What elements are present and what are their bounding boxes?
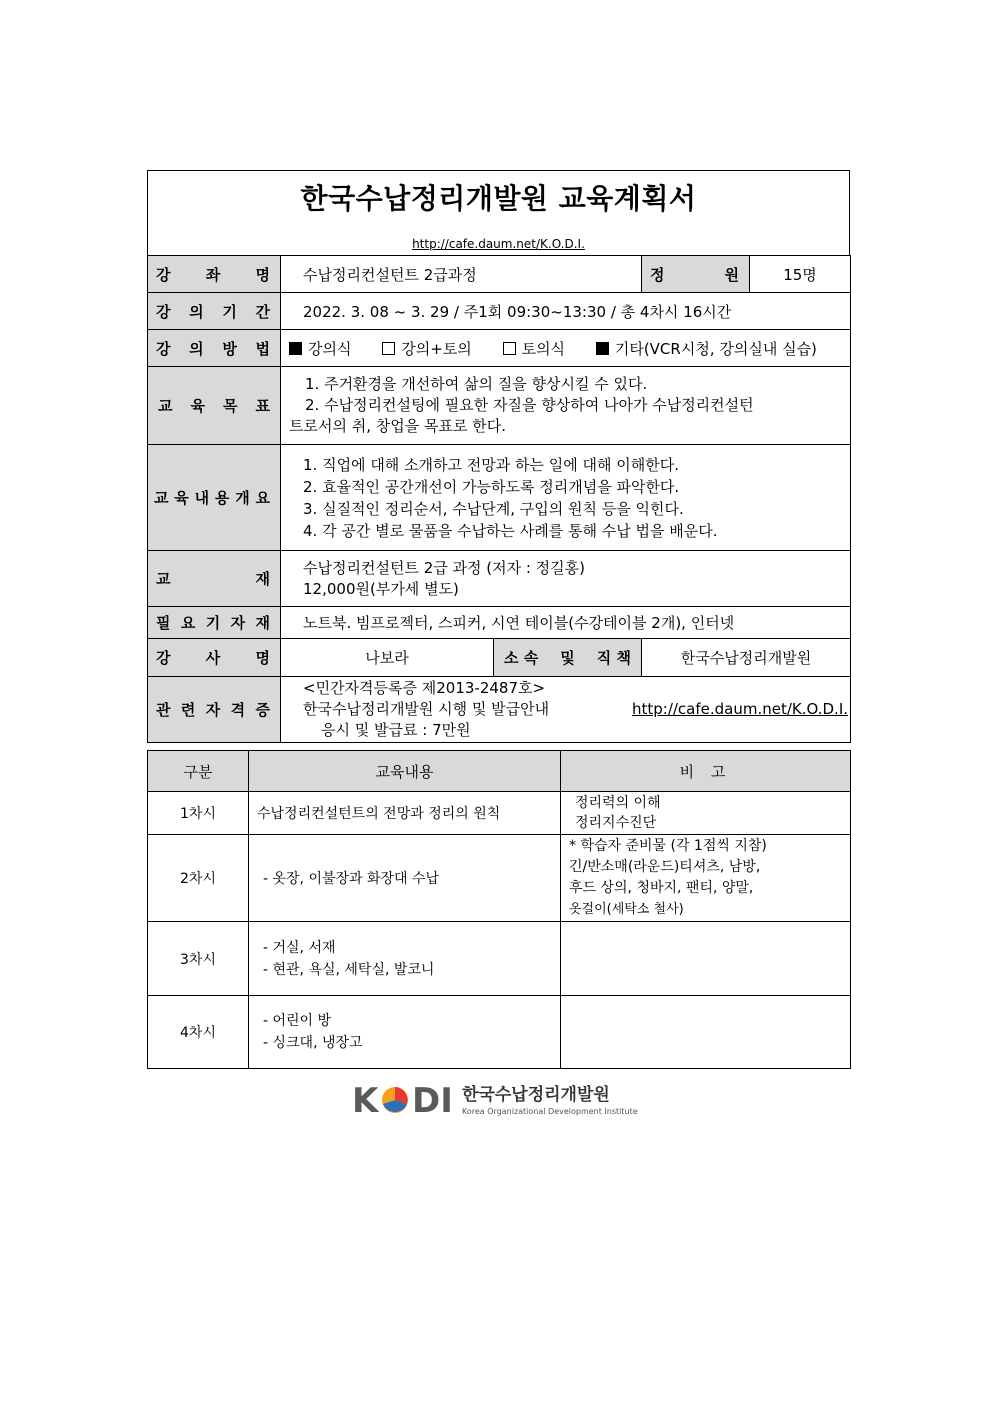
session-4-content: - 어린이 방 - 싱크대, 냉장고: [249, 996, 561, 1069]
affiliation-label-cell: [494, 639, 642, 677]
session-4-note: [561, 996, 851, 1069]
instructor-label: 강 사 명: [156, 649, 270, 667]
logo-subtitle: Korea Organizational Development Institute: [462, 1107, 638, 1116]
session-2-note: * 학습자 준비물 (각 1점씩 지참) 긴/반소매(라운드)티셔츠, 남방, 후드 상의, 청바지, 팬티, 양말, 옷걸이(세탁소 철사): [561, 835, 851, 922]
session-3: 3차시: [148, 922, 249, 996]
period-label-cell: [148, 293, 281, 330]
table-row: [148, 792, 851, 835]
affiliation-value: 한국수납정리개발원: [642, 639, 851, 677]
page-title: 한국수납정리개발원 교육계획서: [300, 182, 697, 215]
cert-label: 관 련 자 격 증: [156, 701, 270, 719]
session-2-content: - 옷장, 이불장과 화장대 수납: [249, 835, 561, 922]
title-block: [147, 170, 850, 255]
instructor-value: 나보라: [281, 639, 494, 677]
table-row: [148, 922, 851, 996]
period-value: 2022. 3. 08 ~ 3. 29 / 주1회 09:30~13:30 / 총 4차시 16시간: [281, 293, 851, 330]
capacity-label: 정 원: [650, 265, 740, 284]
method-options: [281, 330, 851, 367]
equipment-label: 필 요 기 자 재: [156, 614, 270, 632]
method-lecture[interactable]: 강의식: [289, 340, 351, 358]
cert-label-cell: [148, 677, 281, 743]
method-label-cell: [148, 330, 281, 367]
session-1: 1차시: [148, 792, 249, 835]
course-label: 강 좌 명: [156, 265, 270, 284]
session-4: 4차시: [148, 996, 249, 1069]
textbook-label: 교 재: [156, 570, 270, 588]
method-lecture-discussion[interactable]: 강의+토의: [382, 340, 472, 358]
course-label-cell: [148, 256, 281, 293]
goal-value: 1. 주거환경을 개선하여 삶의 질을 향상시킬 수 있다. 2. 수납정리컨설팅에 필요한 자질을 향상하여 나아가 수납정리컨설턴 트로서의 취, 창업을 목표로 한다.: [281, 367, 851, 445]
capacity-value: 15명: [750, 256, 851, 293]
content-label: 교 육 내 용 개 요: [154, 489, 270, 507]
content-label-cell: [148, 445, 281, 551]
schedule-header-content: 교육내용: [249, 751, 561, 792]
checkbox-checked-icon: [596, 342, 609, 355]
cafe-link[interactable]: http://cafe.daum.net/K.O.D.I.: [412, 237, 585, 251]
svg-text:K: K: [352, 1081, 379, 1120]
session-3-note: [561, 922, 851, 996]
kodi-logo: [352, 1080, 642, 1120]
equipment-value: 노트북. 빔프로젝터, 스피커, 시연 테이블(수강테이블 2개), 인터넷: [281, 607, 851, 639]
checkbox-empty-icon: [503, 342, 516, 355]
textbook-label-cell: [148, 551, 281, 607]
method-label: 강 의 방 법: [156, 339, 270, 358]
method-other[interactable]: 기타(VCR시청, 강의실내 실습): [596, 340, 817, 358]
schedule-header-note: 비 고: [561, 751, 851, 792]
textbook-value: 수납정리컨설턴트 2급 과정 (저자 : 정길홍) 12,000원(부가세 별도): [281, 551, 851, 607]
info-table: [147, 255, 851, 743]
checkbox-checked-icon: [289, 342, 302, 355]
svg-text:DI: DI: [412, 1081, 453, 1120]
session-1-content: 수납정리컨설턴트의 전망과 정리의 원칙: [249, 792, 561, 835]
session-2: 2차시: [148, 835, 249, 922]
course-value: 수납정리컨설턴트 2급과정: [281, 256, 642, 293]
content-value: 1. 직업에 대해 소개하고 전망과 하는 일에 대해 이해한다. 2. 효율적인 공간개선이 가능하도록 정리개념을 파악한다. 3. 실질적인 정리순서, 수납단계, 구입의 원칙 등을 익힌다. 4. 각 공간 별로 물품을 수납하는 사례를 통해 수납 법을 배운다.: [281, 445, 851, 551]
education-plan: [147, 170, 850, 1069]
period-label: 강 의 기 간: [156, 302, 270, 321]
session-3-content: - 거실, 서재 - 현관, 욕실, 세탁실, 발코니: [249, 922, 561, 996]
logo-name: 한국수납정리개발원: [462, 1085, 610, 1105]
affiliation-label: 소 속 및 직 책: [504, 649, 631, 667]
kodi-logo-mark-icon: [352, 1080, 642, 1120]
table-row: [148, 996, 851, 1069]
equipment-label-cell: [148, 607, 281, 639]
session-1-note: 정리력의 이해 정리지수진단: [561, 792, 851, 835]
schedule-table: [147, 750, 851, 1069]
table-row: [148, 835, 851, 922]
cert-link[interactable]: http://cafe.daum.net/K.O.D.I.: [631, 700, 849, 718]
instructor-label-cell: [148, 639, 281, 677]
cert-value: <민간자격등록증 제2013-2487호> 한국수납정리개발원 시행 및 발급안내 http://cafe.daum.net/K.O.D.I. 응시 및 발급료 : 7만원: [281, 677, 851, 743]
method-discussion[interactable]: 토의식: [503, 340, 565, 358]
schedule-header-session: 구분: [148, 751, 249, 792]
capacity-label-cell: [642, 256, 750, 293]
goal-label: 교 육 목 표: [158, 397, 270, 415]
goal-label-cell: [148, 367, 281, 445]
checkbox-empty-icon: [382, 342, 395, 355]
